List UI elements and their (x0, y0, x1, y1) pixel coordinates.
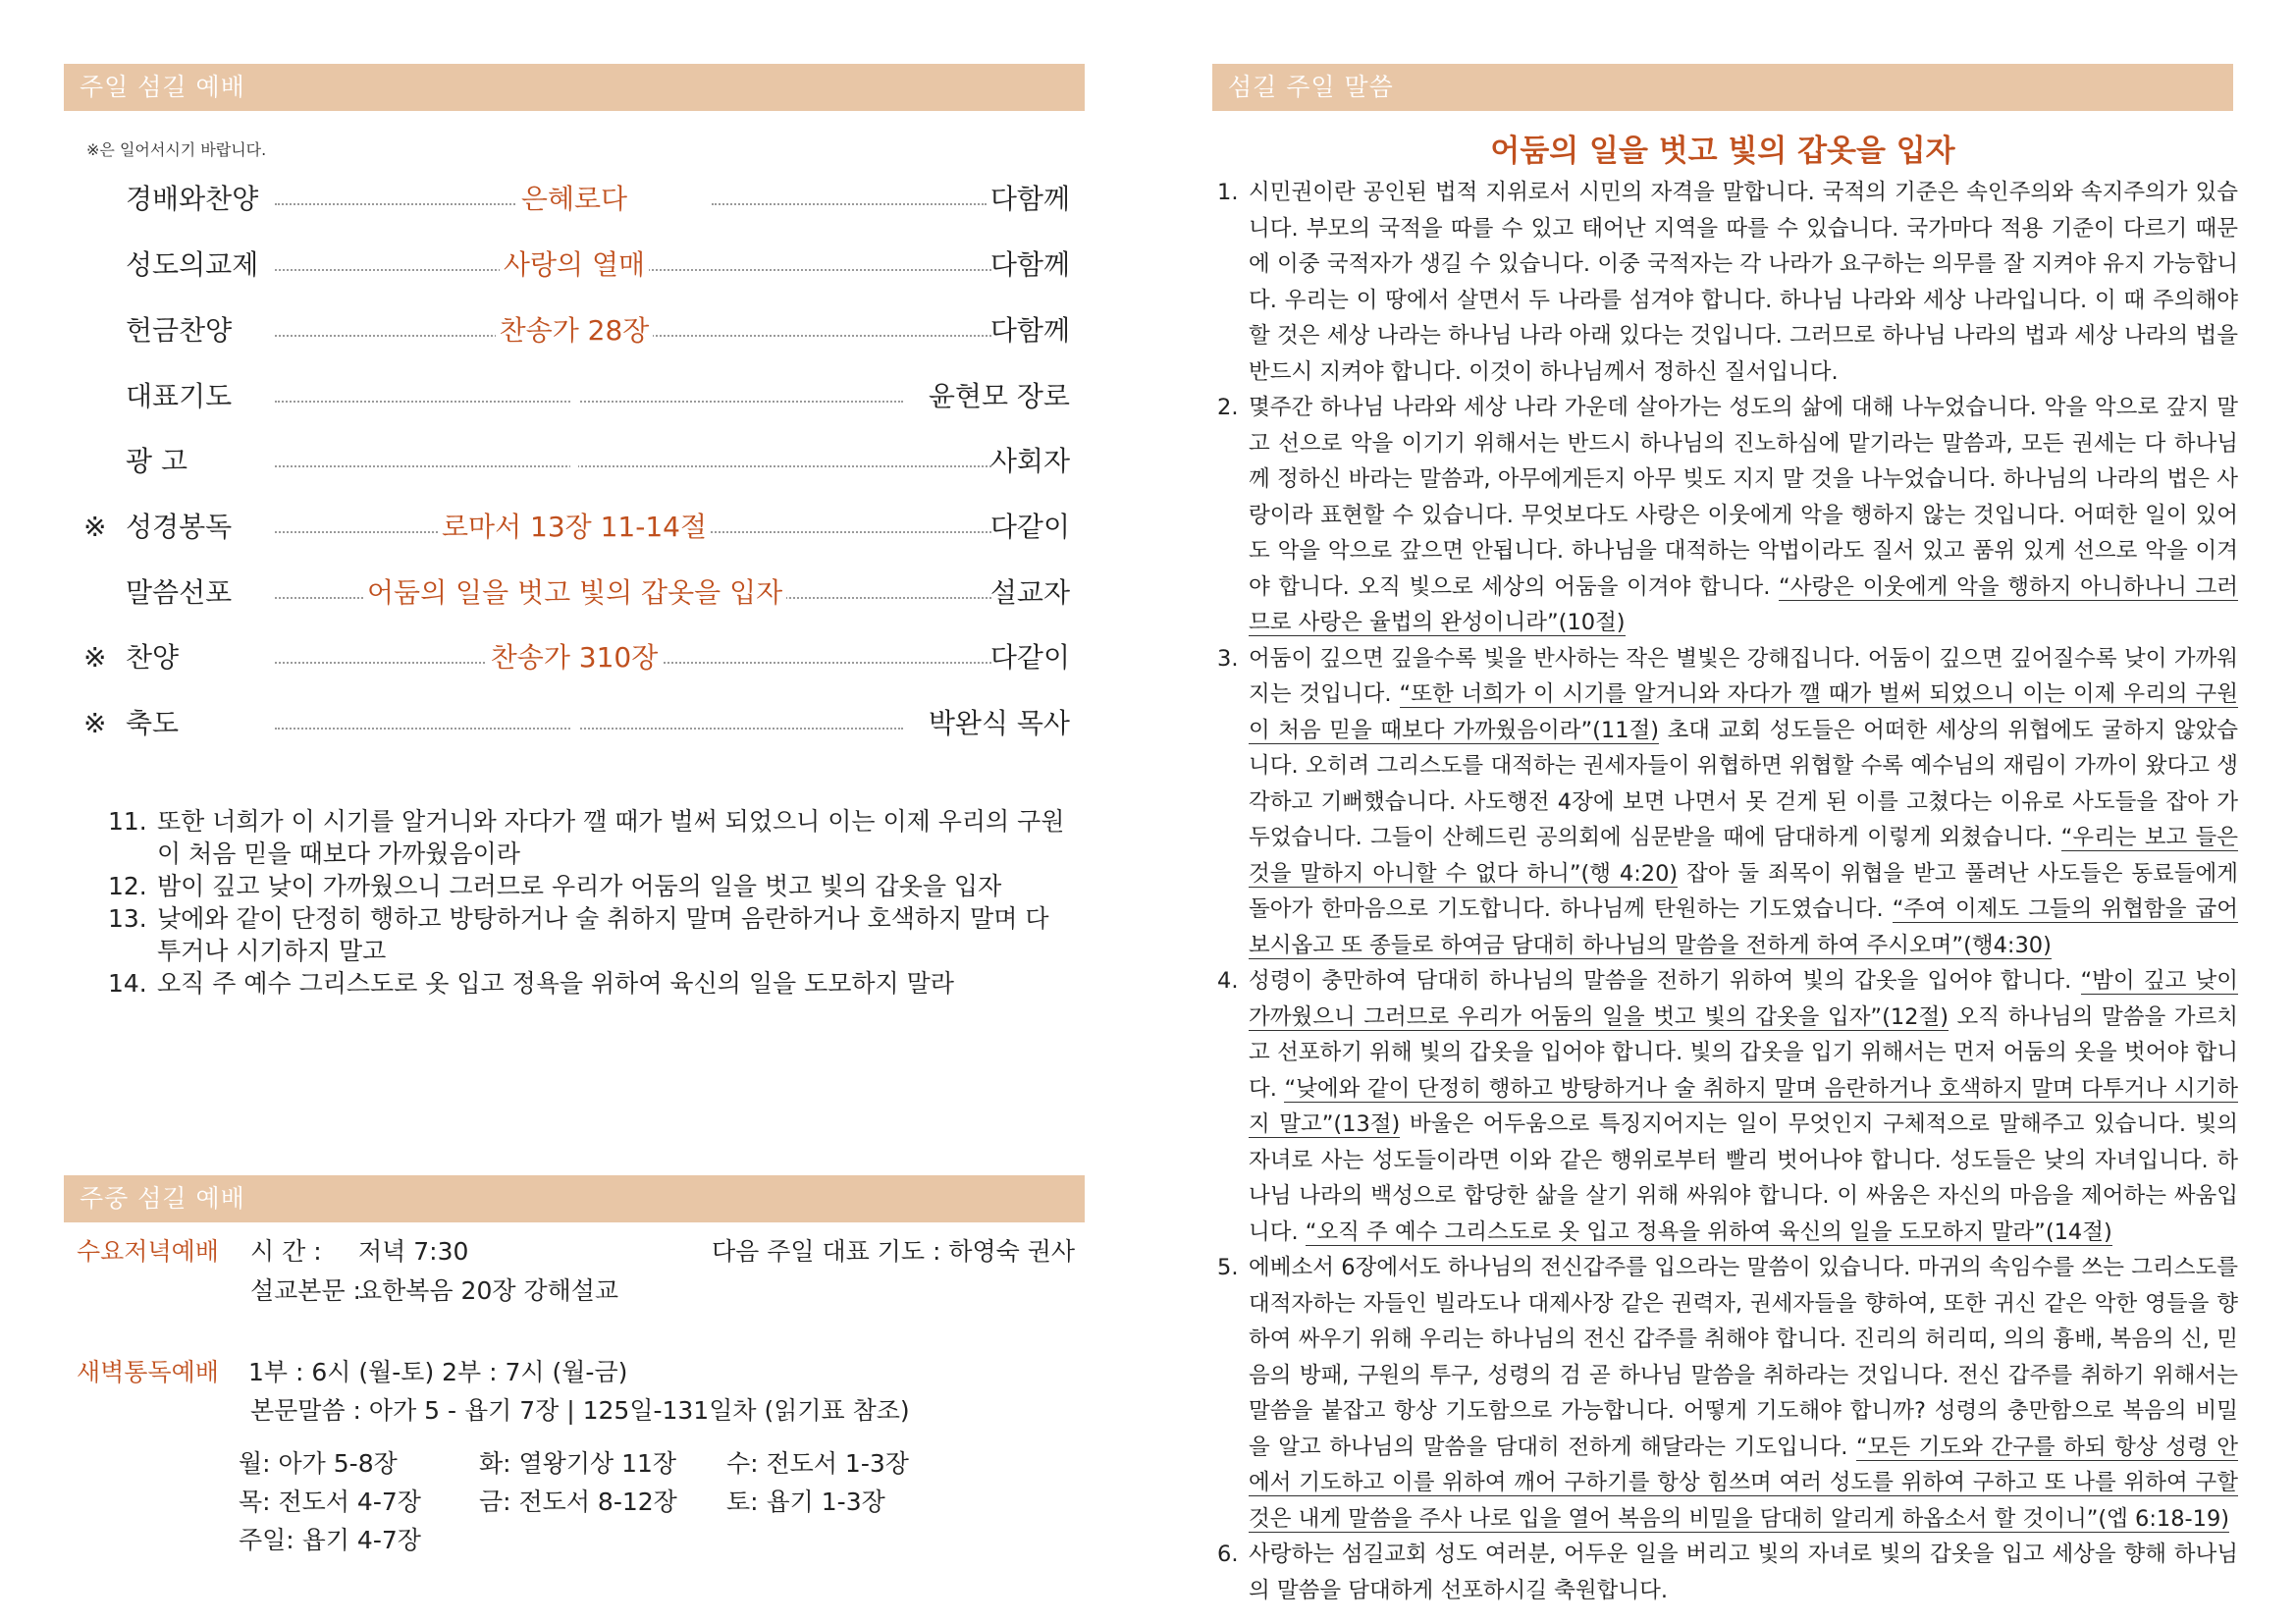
order-content: 은혜로다 (363, 180, 785, 219)
dawn-text: 본문말씀 : 아가 5 - 욥기 7장 | 125일-131일차 (읽기표 참조) (250, 1396, 910, 1425)
verse-item (108, 805, 1070, 870)
stand-mark: ※ (83, 707, 107, 739)
point-number: 6. (1217, 1542, 1239, 1567)
sermon-point-1 (1217, 175, 2238, 390)
point-text: 사랑하는 섬길교회 성도 여러분, 어두운 일을 버리고 빛의 자녀로 빛의 갑옷을 입고 세상을 향해 하나님의 말씀을 담대하게 선포하시길 축원합니다. (1249, 1542, 2238, 1603)
point-number: 5. (1217, 1255, 1239, 1280)
quote: “낮에와 같이 단정히 행하고 방탕하거나 술 취하지 말며 음란하거나 호색하지 말며 다투거나 시기하지 말고”(13절) (1249, 1075, 2238, 1137)
stand-mark: ※ (83, 511, 107, 543)
order-row (83, 573, 1070, 613)
order-label: 성도의교제 (126, 248, 259, 281)
order-leader: 설교자 (989, 576, 1070, 609)
order-content (363, 377, 785, 416)
order-leader: 다함께 (989, 314, 1070, 347)
wednesday-service-label: 수요저녁예배 (77, 1237, 219, 1266)
wednesday-text: 요한복음 20장 강해설교 (358, 1276, 619, 1305)
wednesday-time-key: 시 간 : (250, 1237, 322, 1266)
order-leader: 박완식 목사 (928, 707, 1070, 739)
wednesday-time: 저녁 7:30 (358, 1237, 469, 1266)
verse-number: 14. (108, 969, 147, 998)
dawn-times: 1부 : 6시 (월-토) 2부 : 7시 (월-금) (248, 1358, 628, 1386)
order-row (83, 311, 1070, 351)
order-row (83, 180, 1070, 219)
order-label: 말씀선포 (126, 576, 233, 609)
point-number: 2. (1217, 395, 1239, 420)
sermon-point-2 (1217, 390, 2238, 641)
sermon-points (1217, 175, 2238, 1608)
schedule-item: 월: 아가 5-8장 (239, 1449, 398, 1478)
point-number: 4. (1217, 968, 1239, 994)
point-text: 에베소서 6장에서도 하나님의 전신갑주를 입으라는 말씀이 있습니다. 마귀의 속임수를 쓰는 그리스도를 대적자하는 자들인 빌라도나 대제사장 같은 권력자, 권세자들을 향하여, 또한 귀신 같은 악한 영들을 향하여 싸우기 위해 우리는 하나님의 전신 갑주를 취해야 합니다. 진리의 허리띠, 의의 흉배, 복음의 신, 믿음의 방패, 구원의 투구, 성령의 검 곧 하나님 말씀을 취하라는 것입니다. 전신 갑주를 취하기 위해서는 말씀을 붙잡고 항상 기도함으로 가능합니다. 어떻게 기도해야 합니까? 성령의 충만함으로 복음의 비밀을 알고 하나님의 말씀을 담대히 전하게 해달라는 기도입니다. “모든 기도와 간구를 하되 항상 성령 안에서 기도하고 이를 위하여 깨어 구하기를 항상 힘쓰며 여러 성도를 위하여 구하고 또 나를 위하여 구할 것은 내게 말씀을 주사 나로 입을 열어 복음의 비밀을 담대히 알리게 하옵소서 할 것이니”(엡 6:18-19) (1249, 1255, 2238, 1532)
order-label: 경배와찬양 (126, 183, 259, 215)
order-row (83, 442, 1070, 481)
order-label: 찬양 (126, 641, 180, 674)
quote: “오직 주 예수 그리스도로 옷 입고 정욕을 위하여 육신의 일을 도모하지 말라”(14절) (1305, 1218, 2112, 1245)
order-row (83, 638, 1070, 677)
schedule-item: 토: 욥기 1-3장 (726, 1488, 885, 1516)
standing-note: ※은 일어서시기 바랍니다. (86, 140, 267, 159)
sermon-title: 어둠의 일을 벗고 빛의 갑옷을 입자 (1490, 134, 1955, 169)
order-content: 어둠의 일을 벗고 빛의 갑옷을 입자 (363, 573, 785, 613)
point-number: 1. (1217, 180, 1239, 205)
verse-item (108, 870, 1070, 902)
verse-text: 오직 주 예수 그리스도로 옷 입고 정욕을 위하여 육신의 일을 도모하지 말라 (157, 969, 954, 998)
sermon-point-5 (1217, 1250, 2238, 1537)
dawn-service-label: 새벽통독예배 (77, 1358, 219, 1386)
order-label: 축도 (126, 707, 180, 739)
order-leader: 다같이 (989, 641, 1070, 674)
order-content: 사랑의 열매 (363, 245, 785, 285)
verse-number: 11. (108, 807, 147, 836)
verse-text: 낮에와 같이 단정히 행하고 방탕하거나 술 취하지 말며 음란하거나 호색하지 말며 다투거나 시기하지 말고 (157, 904, 1049, 965)
order-label: 헌금찬양 (126, 314, 233, 347)
order-leader: 다함께 (989, 183, 1070, 215)
stand-mark: ※ (83, 641, 107, 674)
order-label: 대표기도 (126, 380, 233, 412)
sermon-banner: 섬길 주일 말씀 (1212, 64, 2233, 111)
midweek-worship-banner: 주중 섬길 예배 (64, 1175, 1085, 1222)
quote: “우리는 보고 들은 것을 말하지 아니할 수 없다 하니”(행 4:20) (1249, 825, 2238, 887)
order-row (83, 704, 1070, 743)
schedule-item: 금: 전도서 8-12장 (479, 1488, 677, 1516)
point-text: 시민권이란 공인된 법적 지위로서 시민의 자격을 말합니다. 국적의 기준은 속인주의와 속지주의가 있습니다. 부모의 국적을 따를 수 있고 태어난 지역을 따를 수 있습니다. 국가마다 적용 기준이 다르기 때문에 이중 국적자가 생길 수 있습니다. 이중 국적자는 각 나라가 요구하는 의무를 잘 지켜야 유지 가능합니다. 우리는 이 땅에서 살면서 두 나라를 섬겨야 합니다. 하나님 나라와 세상 나라입니다. 이 때 주의해야 할 것은 세상 나라는 하나님 나라 아래 있다는 것입니다. 그러므로 하나님 나라의 법과 세상 나라의 법을 반드시 지켜야 합니다. 이것이 하나님께서 정하신 질서입니다. (1249, 180, 2238, 385)
order-content (363, 442, 785, 481)
verse-number: 12. (108, 872, 147, 900)
order-content: 찬송가 310장 (363, 638, 785, 677)
schedule-item: 주일: 욥기 4-7장 (239, 1526, 421, 1554)
point-text: 몇주간 하나님 나라와 세상 나라 가운데 살아가는 성도의 삶에 대해 나누었습니다. 악을 악으로 갚지 말고 선으로 악을 이기기 위해서는 반드시 하나님의 진노하심에 맡기라는 말씀과, 모든 권세는 다 하나님께 정하신 바라는 말씀과, 아무에게든지 아무 빚도 지지 말 것을 나누었습니다. 하나님의 나라의 법은 사랑이라 표현할 수 있습니다. 무엇보다도 사랑은 이웃에게 악을 행하지 않는 것입니다. 어떠한 일이 있어도 악을 악으로 갚으면 안됩니다. 하나님을 대적하는 악법이라도 질서 있고 품위 있게 선으로 악을 이겨야 합니다. 오직 빛으로 세상의 어둠을 이겨야 합니다. “사랑은 이웃에게 악을 행하지 아니하나니 그러므로 사랑은 율법의 완성이니라”(10절) (1249, 395, 2238, 635)
order-label: 성경봉독 (126, 511, 233, 543)
quote: “주여 이제도 그들의 위협함을 굽어보시옵고 또 종들로 하여금 담대히 하나님의 말씀을 전하게 하여 주시오며”(행4:30) (1249, 896, 2238, 958)
sermon-point-3 (1217, 641, 2238, 964)
point-text: 성령이 충만하여 담대히 하나님의 말씀을 전하기 위하여 빛의 갑옷을 입어야 합니다. “밤이 깊고 낮이 가까웠으니 그러므로 우리가 어둠의 일을 벗고 빛의 갑옷을 입자”(12절) 오직 하나님의 말씀을 가르치고 선포하기 위해 빛의 갑옷을 입어야 합니다. 빛의 갑옷을 입기 위해서는 먼저 어둠의 옷을 벗어야 합니다. “낮에와 같이 단정히 행하고 방탕하거나 술 취하지 말며 음란하거나 호색하지 말며 다투거나 시기하지 말고”(13절) 바울은 어두움으로 특징지어지는 일이 무엇인지 구체적으로 말해주고 있습니다. 빛의 자녀로 사는 성도들이라면 이와 같은 행위로부터 빨리 벗어나야 합니다. 성도들은 낮의 자녀입니다. 하나님 나라의 백성으로 합당한 삶을 살기 위해 싸워야 합니다. 이 싸움은 자신의 마음을 제어하는 싸움입니다. “오직 주 예수 그리스도로 옷 입고 정욕을 위하여 육신의 일을 도모하지 말라”(14절) (1249, 968, 2239, 1245)
order-leader: 사회자 (989, 445, 1070, 477)
order-leader: 윤현모 장로 (928, 380, 1070, 412)
sermon-point-6 (1217, 1537, 2238, 1608)
scripture-verses (108, 805, 1070, 1000)
quote: “또한 너희가 이 시기를 알거니와 자다가 깰 때가 벌써 되었으니 이는 이제 우리의 구원이 처음 믿을 때보다 가까웠음이라”(11절) (1249, 681, 2239, 743)
schedule-item: 목: 전도서 4-7장 (239, 1488, 421, 1516)
next-prayer: 다음 주일 대표 기도 : 하영숙 권사 (712, 1237, 1076, 1266)
order-label: 광 고 (126, 445, 187, 477)
verse-number: 13. (108, 904, 147, 933)
order-row (83, 508, 1070, 547)
verse-item (108, 902, 1070, 967)
schedule-item: 화: 열왕기상 11장 (479, 1449, 677, 1478)
order-leader: 다함께 (989, 248, 1070, 281)
point-text: 어둠이 깊으면 깊을수록 빛을 반사하는 작은 별빛은 강해집니다. 어둠이 깊으면 깊어질수록 낮이 가까워지는 것입니다. “또한 너희가 이 시기를 알거니와 자다가 깰 때가 벌써 되었으니 이는 이제 우리의 구원이 처음 믿을 때보다 가까웠음이라”(11절) 초대 교회 성도들은 어떠한 세상의 위협에도 굴하지 않았습니다. 오히려 그리스도를 대적하는 권세자들이 위협하면 위협할 수록 예수님의 재림이 가까이 왔다고 생각하고 기뻐했습니다. 사도행전 4장에 보면 나면서 못 걷게 된 이를 고쳤다는 이유로 사도들을 잡아 가두었습니다. 그들이 산헤드린 공의회에 심문받을 때에 담대하게 이렇게 외쳤습니다. “우리는 보고 들은 것을 말하지 아니할 수 없다 하니”(행 4:20) 잡아 둘 죄목이 위협을 받고 풀려난 사도들은 동료들에게 돌아가 한마음으로 기도합니다. 하나님께 탄원하는 기도였습니다. “주여 이제도 그들의 위협함을 굽어보시옵고 또 종들로 하여금 담대히 하나님의 말씀을 전하게 하여 주시오며”(행4:30) (1249, 645, 2239, 958)
schedule-item: 수: 전도서 1-3장 (726, 1449, 909, 1478)
sermon-point-4 (1217, 963, 2238, 1250)
verse-item (108, 967, 1070, 1000)
quote: “사랑은 이웃에게 악을 행하지 아니하나니 그러므로 사랑은 율법의 완성이니라”(10절) (1249, 573, 2238, 635)
verse-text: 또한 너희가 이 시기를 알거니와 자다가 깰 때가 벌써 되었으니 이는 이제 우리의 구원이 처음 믿을 때보다 가까웠음이라 (157, 807, 1065, 868)
order-content: 로마서 13장 11-14절 (363, 508, 785, 547)
order-content: 찬송가 28장 (363, 311, 785, 351)
verse-text: 밤이 깊고 낮이 가까웠으니 그러므로 우리가 어둠의 일을 벗고 빛의 갑옷을 입자 (157, 872, 1002, 900)
wednesday-text-key: 설교본문 : (250, 1276, 361, 1305)
point-number: 3. (1217, 645, 1239, 672)
quote: “밤이 깊고 낮이 가까웠으니 그러므로 우리가 어둠의 일을 벗고 빛의 갑옷을 입자”(12절) (1249, 968, 2238, 1030)
order-content (363, 704, 785, 743)
order-leader: 다같이 (989, 511, 1070, 543)
order-row (83, 377, 1070, 416)
quote: “모든 기도와 간구를 하되 항상 성령 안에서 기도하고 이를 위하여 깨어 구하기를 항상 힘쓰며 여러 성도를 위하여 구하고 또 나를 위하여 구할 것은 내게 말씀을 주사 나로 입을 열어 복음의 비밀을 담대히 알리게 하옵소서 할 것이니”(엡 6:18-19) (1249, 1434, 2238, 1532)
order-row (83, 245, 1070, 285)
sunday-worship-banner: 주일 섬길 예배 (64, 64, 1085, 111)
